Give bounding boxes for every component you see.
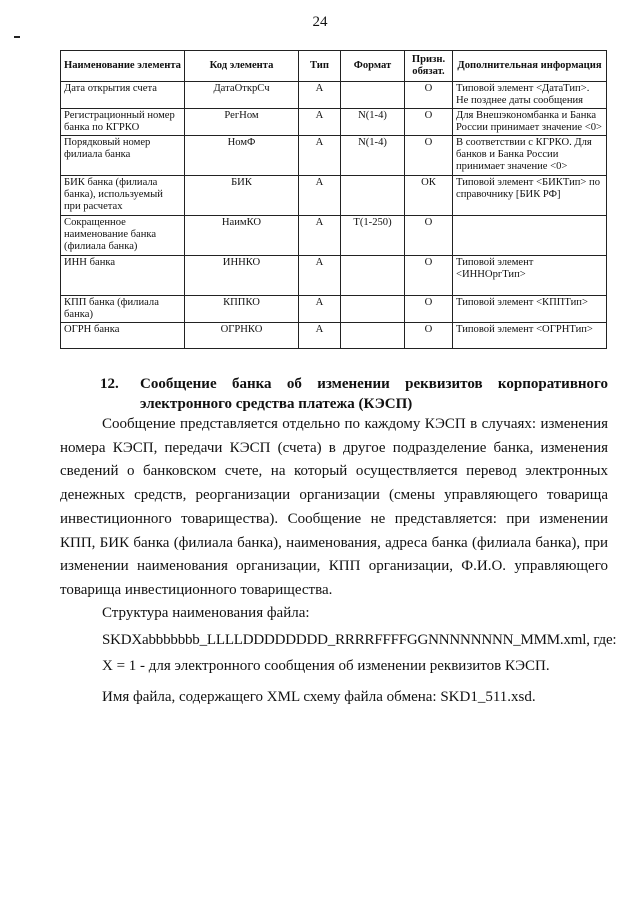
table-row — [61, 216, 607, 256]
cell-type: А — [299, 296, 341, 323]
cell-info: В соответствии с КГРКО. Для банков и Банка России принимает значение <0> — [453, 136, 607, 176]
cell-name: КПП банка (филиала банка) — [61, 296, 185, 323]
cell-type: А — [299, 256, 341, 296]
header-required: Призн. обязат. — [405, 51, 453, 82]
cell-name: ОГРН банка — [61, 323, 185, 349]
cell-format: N(1-4) — [341, 109, 405, 136]
cell-required: ОК — [405, 176, 453, 216]
cell-code: КППКО — [185, 296, 299, 323]
cell-format — [341, 296, 405, 323]
header-info: Дополнительная информация — [453, 51, 607, 82]
cell-type: А — [299, 216, 341, 256]
xsd-line: Имя файла, содержащего XML схему файла обмена: SKD1_511.xsd. — [102, 689, 536, 705]
requisites-table — [60, 50, 607, 349]
cell-name: Регистрационный номер банка по КГРКО — [61, 109, 185, 136]
cell-name: ИНН банка — [61, 256, 185, 296]
cell-format — [341, 176, 405, 216]
file-pattern: SKDXabbbbbbb_LLLLDDDDDDDD_RRRRFFFFGGNNNNNNNN_MMM.xml, где: — [102, 632, 617, 648]
table-row — [61, 136, 607, 176]
cell-code: НомФ — [185, 136, 299, 176]
cell-code: НаимКО — [185, 216, 299, 256]
cell-required: О — [405, 296, 453, 323]
cell-required: О — [405, 323, 453, 349]
header-code: Код элемента — [185, 51, 299, 82]
cell-code: БИК — [185, 176, 299, 216]
cell-required: О — [405, 82, 453, 109]
structure-label: Структура наименования файла: — [102, 605, 310, 621]
cell-info: Типовой элемент <БИКТип> по справочнику [БИК РФ] — [453, 176, 607, 216]
x-definition: X = 1 - для электронного сообщения об изменении реквизитов КЭСП. — [102, 658, 550, 674]
table-row — [61, 176, 607, 216]
cell-format — [341, 82, 405, 109]
cell-info: Типовой элемент <КППТип> — [453, 296, 607, 323]
cell-required: О — [405, 136, 453, 176]
cell-info: Для Внешэкономбанка и Банка России принимает значение <0> — [453, 109, 607, 136]
table-row — [61, 82, 607, 109]
header-name: Наименование элемента — [61, 51, 185, 82]
cell-type: А — [299, 109, 341, 136]
cell-type: А — [299, 323, 341, 349]
cell-type: А — [299, 136, 341, 176]
section-number: 12. — [100, 376, 119, 392]
table-row — [61, 109, 607, 136]
header-format: Формат — [341, 51, 405, 82]
table-row — [61, 256, 607, 296]
header-type: Тип — [299, 51, 341, 82]
cell-info: Типовой элемент <ИННОргТип> — [453, 256, 607, 296]
cell-info: Типовой элемент <ОГРНТип> — [453, 323, 607, 349]
cell-info: Типовой элемент <ДатаТип>. Не позднее даты сообщения — [453, 82, 607, 109]
cell-code: ДатаОткрСч — [185, 82, 299, 109]
cell-format — [341, 256, 405, 296]
cell-code: РегНом — [185, 109, 299, 136]
margin-mark — [14, 36, 20, 38]
section-paragraph: Сообщение представляется отдельно по каждому КЭСП в случаях: изменения номера КЭСП, передачи КЭСП (счета) в другое подразделение банка, изменения сведений о банковском счете, на который осуществляется перевод электронных денежных средств, реорганизации организации (смены управляющего товарища инвестиционного товарищества). Сообщение не представляется: при изменении КПП, БИК банка (филиала банка), наименования, адреса банка (филиала банка), при изменении наименования организации, КПП организации, Ф.И.О. управляющего товарища инвестиционного товарищества. — [60, 416, 608, 598]
table-header-row — [61, 51, 607, 82]
cell-required: О — [405, 109, 453, 136]
cell-type: А — [299, 176, 341, 216]
table-row — [61, 323, 607, 349]
cell-name: Сокращенное наименование банка (филиала банка) — [61, 216, 185, 256]
cell-code: ИННКО — [185, 256, 299, 296]
cell-name: Порядковый номер филиала банка — [61, 136, 185, 176]
table-row — [61, 296, 607, 323]
cell-code: ОГРНКО — [185, 323, 299, 349]
cell-required: О — [405, 216, 453, 256]
cell-name: Дата открытия счета — [61, 82, 185, 109]
cell-format — [341, 323, 405, 349]
cell-format: N(1-4) — [341, 136, 405, 176]
section-title: Сообщение банка об изменении реквизитов корпоративного электронного средства платежа (КЭСП) — [140, 376, 608, 412]
cell-required: О — [405, 256, 453, 296]
cell-format: Т(1-250) — [341, 216, 405, 256]
cell-type: А — [299, 82, 341, 109]
page-number: 24 — [312, 14, 328, 30]
cell-info — [453, 216, 607, 256]
cell-name: БИК банка (филиала банка), используемый при расчетах — [61, 176, 185, 216]
